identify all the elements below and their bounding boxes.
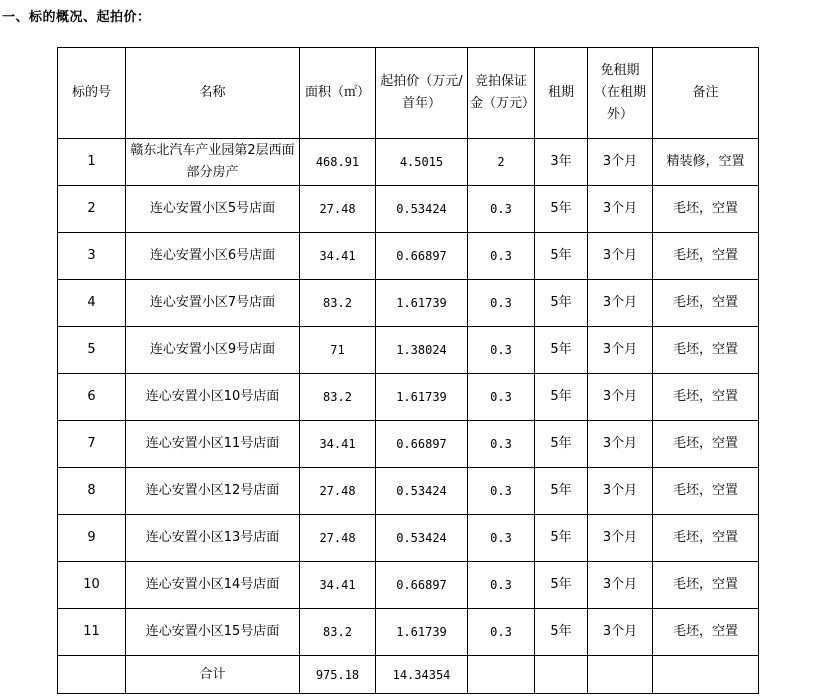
cell-lease-term: 5年 [535, 374, 588, 421]
table-row [58, 609, 759, 656]
section-title: 一、标的概况、起拍价： [2, 10, 151, 25]
cell-area: 468.91 [300, 139, 376, 186]
cell-area: 83.2 [300, 280, 376, 327]
cell-rent-free: 3个月 [588, 186, 653, 233]
cell-start-price: 1.61739 [376, 609, 468, 656]
table-row [58, 562, 759, 609]
cell-lease-term: 3年 [535, 139, 588, 186]
cell-area: 71 [300, 327, 376, 374]
cell-name: 连心安置小区14号店面 [126, 562, 300, 609]
cell-start-price: 0.66897 [376, 421, 468, 468]
header-lease-term: 租期 [535, 48, 588, 139]
cell-remarks: 毛坯，空置 [653, 468, 759, 515]
cell-name: 连心安置小区5号店面 [126, 186, 300, 233]
cell-deposit: 0.3 [468, 562, 535, 609]
cell-deposit: 2 [468, 139, 535, 186]
cell-name: 连心安置小区9号店面 [126, 327, 300, 374]
total-empty-cell [653, 656, 759, 694]
cell-lot-no: 10 [58, 562, 126, 609]
table-row [58, 374, 759, 421]
header-rent-free: 免租期（在租期外） [588, 48, 653, 139]
cell-remarks: 毛坯，空置 [653, 609, 759, 656]
cell-rent-free: 3个月 [588, 515, 653, 562]
total-area: 975.18 [300, 656, 376, 694]
cell-start-price: 0.66897 [376, 233, 468, 280]
cell-deposit: 0.3 [468, 327, 535, 374]
cell-remarks: 精装修，空置 [653, 139, 759, 186]
cell-name: 连心安置小区13号店面 [126, 515, 300, 562]
cell-deposit: 0.3 [468, 609, 535, 656]
total-start-price: 14.34354 [376, 656, 468, 694]
cell-remarks: 毛坯，空置 [653, 421, 759, 468]
total-label: 合计 [126, 656, 300, 694]
cell-deposit: 0.3 [468, 421, 535, 468]
lots-table [57, 47, 759, 694]
cell-remarks: 毛坯，空置 [653, 280, 759, 327]
table-row [58, 186, 759, 233]
total-empty-cell [588, 656, 653, 694]
cell-lot-no: 2 [58, 186, 126, 233]
cell-rent-free: 3个月 [588, 139, 653, 186]
total-empty-cell [468, 656, 535, 694]
table-row [58, 515, 759, 562]
cell-lease-term: 5年 [535, 609, 588, 656]
header-lot-no: 标的号 [58, 48, 126, 139]
table-row [58, 468, 759, 515]
cell-start-price: 0.66897 [376, 562, 468, 609]
cell-deposit: 0.3 [468, 280, 535, 327]
table-row [58, 280, 759, 327]
cell-lot-no: 11 [58, 609, 126, 656]
cell-rent-free: 3个月 [588, 562, 653, 609]
cell-lease-term: 5年 [535, 468, 588, 515]
cell-remarks: 毛坯，空置 [653, 562, 759, 609]
table-row [58, 327, 759, 374]
cell-start-price: 4.5015 [376, 139, 468, 186]
cell-area: 83.2 [300, 609, 376, 656]
cell-lease-term: 5年 [535, 327, 588, 374]
cell-rent-free: 3个月 [588, 233, 653, 280]
cell-start-price: 1.61739 [376, 280, 468, 327]
cell-rent-free: 3个月 [588, 327, 653, 374]
cell-name: 连心安置小区11号店面 [126, 421, 300, 468]
cell-start-price: 0.53424 [376, 515, 468, 562]
cell-area: 27.48 [300, 515, 376, 562]
cell-area: 34.41 [300, 562, 376, 609]
cell-name: 连心安置小区6号店面 [126, 233, 300, 280]
cell-deposit: 0.3 [468, 468, 535, 515]
cell-area: 27.48 [300, 186, 376, 233]
cell-name: 赣东北汽车产业园第2层西面部分房产 [126, 139, 300, 186]
header-area: 面积（㎡） [300, 48, 376, 139]
cell-name: 连心安置小区7号店面 [126, 280, 300, 327]
cell-deposit: 0.3 [468, 374, 535, 421]
cell-remarks: 毛坯，空置 [653, 515, 759, 562]
cell-deposit: 0.3 [468, 515, 535, 562]
cell-lot-no: 8 [58, 468, 126, 515]
cell-area: 83.2 [300, 374, 376, 421]
cell-name: 连心安置小区15号店面 [126, 609, 300, 656]
table-row [58, 233, 759, 280]
header-start-price: 起拍价（万元/首年） [376, 48, 468, 139]
table-row [58, 421, 759, 468]
cell-start-price: 0.53424 [376, 468, 468, 515]
table-header-row [58, 48, 759, 139]
cell-remarks: 毛坯，空置 [653, 327, 759, 374]
cell-rent-free: 3个月 [588, 421, 653, 468]
cell-remarks: 毛坯，空置 [653, 374, 759, 421]
table-row [58, 139, 759, 186]
cell-lease-term: 5年 [535, 280, 588, 327]
cell-rent-free: 3个月 [588, 374, 653, 421]
total-empty-cell [58, 656, 126, 694]
cell-name: 连心安置小区12号店面 [126, 468, 300, 515]
cell-lease-term: 5年 [535, 233, 588, 280]
cell-name: 连心安置小区10号店面 [126, 374, 300, 421]
cell-lease-term: 5年 [535, 515, 588, 562]
cell-start-price: 1.61739 [376, 374, 468, 421]
cell-rent-free: 3个月 [588, 468, 653, 515]
cell-lot-no: 6 [58, 374, 126, 421]
cell-lot-no: 5 [58, 327, 126, 374]
cell-lease-term: 5年 [535, 562, 588, 609]
cell-lease-term: 5年 [535, 421, 588, 468]
cell-rent-free: 3个月 [588, 280, 653, 327]
header-deposit: 竞拍保证金（万元） [468, 48, 535, 139]
total-empty-cell [535, 656, 588, 694]
cell-start-price: 0.53424 [376, 186, 468, 233]
total-row [58, 656, 759, 694]
cell-area: 34.41 [300, 233, 376, 280]
cell-area: 34.41 [300, 421, 376, 468]
header-name: 名称 [126, 48, 300, 139]
table-body [58, 139, 759, 656]
cell-deposit: 0.3 [468, 233, 535, 280]
cell-lot-no: 4 [58, 280, 126, 327]
cell-area: 27.48 [300, 468, 376, 515]
cell-deposit: 0.3 [468, 186, 535, 233]
cell-lot-no: 1 [58, 139, 126, 186]
cell-lot-no: 7 [58, 421, 126, 468]
cell-lease-term: 5年 [535, 186, 588, 233]
cell-rent-free: 3个月 [588, 609, 653, 656]
cell-remarks: 毛坯，空置 [653, 233, 759, 280]
cell-remarks: 毛坯，空置 [653, 186, 759, 233]
header-remarks: 备注 [653, 48, 759, 139]
cell-start-price: 1.38024 [376, 327, 468, 374]
cell-lot-no: 3 [58, 233, 126, 280]
cell-lot-no: 9 [58, 515, 126, 562]
